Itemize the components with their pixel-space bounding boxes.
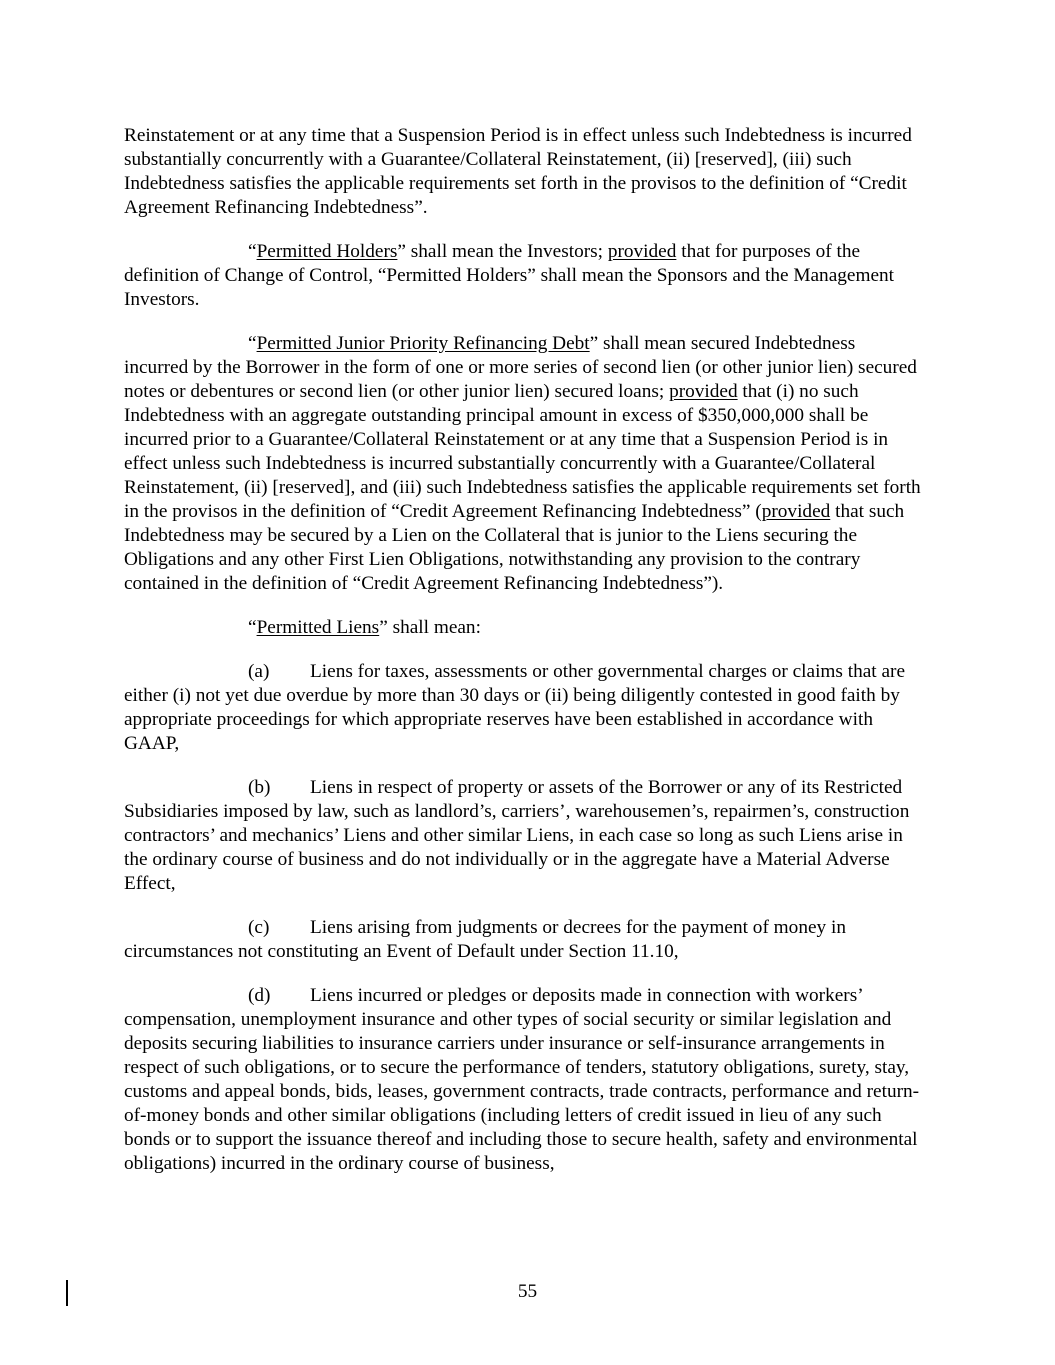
clause-a [124, 660, 924, 756]
clause-text: Liens in respect of property or assets of the Borrower or any of its Restricted Subsidiaries imposed by law, such as landlord’s, carriers’, warehousemen’s, repairmen’s, construction contractors’ and mechanics’ Liens and other similar Liens, in each case so long as such Liens arise in the ordinary course of business and do not individually or in the aggregate have a Material Adverse Effect, [124, 777, 910, 894]
clause-c [124, 916, 924, 964]
document-body [124, 124, 924, 1196]
continuation-text: Reinstatement or at any time that a Suspension Period is in effect unless such Indebtedness is incurred substantially concurrently with a Guarantee/Collateral Reinstatement, (ii) [reserved], (iii) such Indebtedness satisfies the applicable requirements set forth in the provisos to the definition of “Credit Agreement Refinancing Indebtedness”. [124, 125, 912, 218]
provided-term: provided [669, 381, 738, 402]
defined-term: Permitted Holders [256, 241, 398, 262]
definition-permitted-liens: “Permitted Liens” shall mean: [248, 617, 481, 638]
defined-term: Permitted Junior Priority Refinancing Debt [256, 333, 590, 354]
clause-label: (c) [248, 917, 270, 938]
definition-permitted-holders: “Permitted Holders” shall mean the Investors; provided that for purposes of the definition of Change of Control, “Permitted Holders” shall mean the Sponsors and the Management Investors. [124, 241, 895, 310]
clause-label: (b) [248, 777, 271, 798]
clause-label: (a) [248, 661, 270, 682]
clause-d [124, 984, 924, 1176]
provided-term: provided [607, 241, 677, 262]
page-number: 55 [517, 1281, 538, 1302]
provided-term: provided [761, 501, 831, 522]
continuation-paragraph [124, 124, 924, 220]
clause-text: Liens arising from judgments or decrees for the payment of money in circumstances not constituting an Event of Default under Section 11.10, [124, 917, 846, 962]
definition-permitted-junior-priority-refinancing-debt: “Permitted Junior Priority Refinancing Debt” shall mean secured Indebtedness incurred by the Borrower in the form of one or more series of second lien (or other junior lien) secured notes or debentures or second lien (or other junior lien) secured loans; provided that (i) no such Indebtedness with an aggregate outstanding principal amount in excess of $350,000,000 shall be incurred prior to a Guarantee/Collateral Reinstatement or at any time that a Suspension Period is in effect unless such Indebtedness is incurred substantially concurrently with a Guarantee/Collateral Reinstatement, (ii) [reserved], and (iii) such Indebtedness satisfies the applicable requirements set forth in the provisos in the definition of “Credit Agreement Refinancing Indebtedness” (provided that such Indebtedness may be secured by a Lien on the Collateral that is junior to the Liens securing the Obligations and any other First Lien Obligations, notwithstanding any provision to the contrary contained in the definition of “Credit Agreement Refinancing Indebtedness”). [124, 333, 921, 594]
defined-term: Permitted Liens [256, 617, 380, 638]
clause-b [124, 776, 924, 896]
clause-text: Liens incurred or pledges or deposits made in connection with workers’ compensation, unemployment insurance and other types of social security or similar legislation and deposits securing liabilities to insurance carriers under insurance or self-insurance arrangements in respect of such obligations, or to secure the performance of tenders, statutory obligations, surety, stay, customs and appeal bonds, bids, leases, government contracts, trade contracts, performance and return-of-money bonds and other similar obligations (including letters of credit issued in lieu of any such bonds or to support the issuance thereof and including those to secure health, safety and environmental obligations) incurred in the ordinary course of business, [124, 985, 920, 1174]
clause-text: Liens for taxes, assessments or other governmental charges or claims that are either (i) not yet due overdue by more than 30 days or (ii) being diligently contested in good faith by appropriate proceedings for which appropriate reserves have been established in accordance with GAAP, [124, 661, 906, 754]
clause-label: (d) [248, 985, 271, 1006]
